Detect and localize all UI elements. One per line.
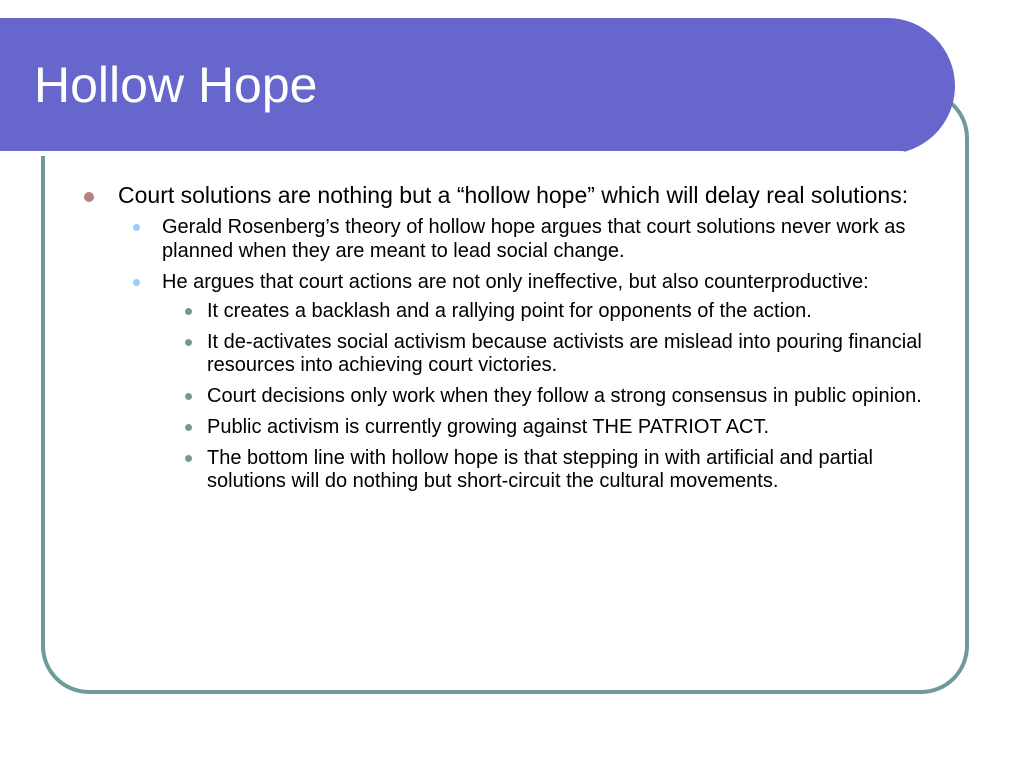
bullet-dot-icon	[84, 192, 94, 202]
bullet-text: It de-activates social activism because activists are mislead into pouring financial resources into achieving court victories.	[207, 331, 922, 376]
bullet-item-level2	[162, 270, 938, 493]
bullet-item-level2	[162, 215, 938, 263]
bullet-dot-icon	[185, 455, 192, 462]
sub-bullet-list	[162, 215, 938, 493]
bullet-text: Public activism is currently growing against THE PATRIOT ACT.	[207, 416, 770, 438]
bullet-text: The bottom line with hollow hope is that stepping in with artificial and partial solutions will do nothing but short-circuit the cultural movements.	[207, 447, 873, 492]
bullet-item-level3	[207, 416, 938, 439]
bullet-dot-icon	[185, 308, 192, 315]
bullet-item-level1	[118, 182, 938, 493]
bullet-text: It creates a backlash and a rallying point for opponents of the action.	[207, 300, 812, 322]
bullet-dot-icon	[133, 224, 140, 231]
title-underline	[0, 151, 905, 156]
bullet-item-level3	[207, 331, 938, 377]
bullet-dot-icon	[185, 393, 192, 400]
bullet-text: Court decisions only work when they follow a strong consensus in public opinion.	[207, 385, 922, 407]
slide-title: Hollow Hope	[34, 57, 318, 113]
bullet-text: Court solutions are nothing but a “hollow hope” which will delay real solutions:	[118, 182, 909, 208]
bullet-text: Gerald Rosenberg’s theory of hollow hope argues that court solutions never work as planned when they are meant to lead social change.	[162, 216, 906, 262]
bullet-item-level3	[207, 385, 938, 408]
sub-sub-bullet-list	[207, 300, 938, 493]
bullet-item-level3	[207, 300, 938, 323]
bullet-dot-icon	[185, 339, 192, 346]
title-bar	[0, 18, 955, 154]
bullet-text: He argues that court actions are not only ineffective, but also counterproductive:	[162, 271, 869, 293]
bullet-dot-icon	[133, 279, 140, 286]
bullet-item-level3	[207, 447, 938, 493]
bullet-dot-icon	[185, 424, 192, 431]
bullet-list	[118, 182, 938, 501]
